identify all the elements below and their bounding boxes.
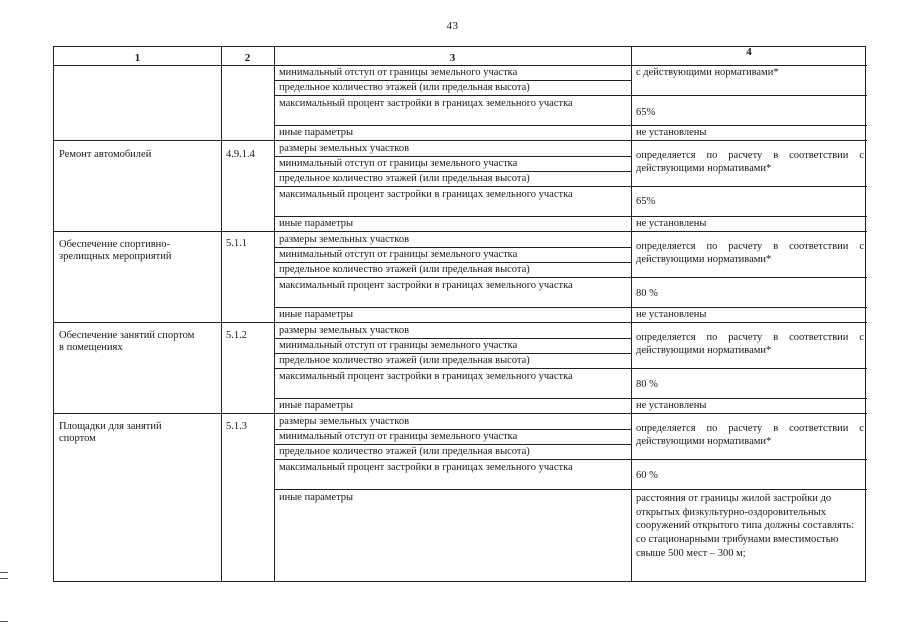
use-code: 5.1.1 — [226, 238, 247, 249]
row-divider — [274, 353, 631, 354]
group-divider — [54, 140, 867, 141]
param-max-coverage: максимальный процент застройки в границах земельного участка — [279, 462, 573, 473]
row-divider — [274, 80, 631, 81]
param-min-setback: минимальный отступ от границы земельного участка — [279, 340, 518, 351]
param-max-coverage: максимальный процент застройки в границах земельного участка — [279, 280, 573, 291]
param-max-floors: предельное количество этажей (или предельная высота) — [279, 82, 530, 93]
param-plot-sizes: размеры земельных участков — [279, 416, 410, 427]
param-min-setback: минимальный отступ от границы земельного участка — [279, 67, 518, 78]
zoning-table — [53, 46, 866, 582]
param-min-setback: минимальный отступ от границы земельного участка — [279, 249, 518, 260]
param-max-floors: предельное количество этажей (или предельная высота) — [279, 173, 530, 184]
group-divider — [54, 231, 867, 232]
row-divider — [274, 429, 631, 430]
param-value: 65% — [636, 196, 656, 207]
param-other: иные параметры — [279, 127, 354, 138]
row-divider — [274, 125, 867, 126]
param-value: определяется по расчету в соответствии с действующими нормативами* — [636, 423, 864, 447]
col-divider — [221, 47, 222, 581]
use-name: Ремонт автомобилей — [59, 149, 152, 160]
param-max-floors: предельное количество этажей (или предельная высота) — [279, 264, 530, 275]
use-name: Обеспечение занятий спортом в помещениях — [59, 330, 195, 353]
param-max-coverage: максимальный процент застройки в границах земельного участка — [279, 98, 573, 109]
param-value: 60 % — [636, 470, 658, 481]
header-col-3: 3 — [449, 52, 456, 64]
use-code: 5.1.3 — [226, 421, 247, 432]
row-divider — [274, 277, 867, 278]
param-value: определяется по расчету в соответствии с действующими нормативами* — [636, 241, 864, 265]
row-divider — [274, 444, 631, 445]
row-divider — [274, 398, 867, 399]
use-code: 5.1.2 — [226, 330, 247, 341]
row-divider — [274, 216, 867, 217]
param-value: не установлены — [636, 218, 707, 229]
group-divider — [54, 413, 867, 414]
param-value: определяется по расчету в соответствии с действующими нормативами* — [636, 150, 864, 174]
page-number: 43 — [446, 20, 459, 32]
row-divider — [274, 171, 631, 172]
param-value: с действующими нормативами* — [636, 67, 779, 78]
param-other: иные параметры — [279, 309, 354, 320]
param-other: иные параметры — [279, 492, 354, 503]
param-value: расстояния от границы жилой застройки до открытых физкультурно-оздоровительных сооружений открытого типа должны составлять: со стационарными трибунами вместимостью свыше 500 мест – 300 м; — [636, 493, 855, 559]
param-min-setback: минимальный отступ от границы земельного участка — [279, 431, 518, 442]
param-plot-sizes: размеры земельных участков — [279, 143, 410, 154]
param-value: определяется по расчету в соответствии с действующими нормативами* — [636, 332, 864, 356]
group-divider — [54, 322, 867, 323]
col-divider — [274, 47, 275, 581]
param-value: 80 % — [636, 288, 658, 299]
param-max-floors: предельное количество этажей (или предельная высота) — [279, 355, 530, 366]
param-max-coverage: максимальный процент застройки в границах земельного участка — [279, 371, 573, 382]
header-col-1: 1 — [134, 52, 141, 64]
param-other: иные параметры — [279, 218, 354, 229]
header-col-4: 4 — [746, 46, 752, 58]
param-min-setback: минимальный отступ от границы земельного участка — [279, 158, 518, 169]
use-name: Площадки для занятий спортом — [59, 421, 162, 444]
param-value: 65% — [636, 107, 656, 118]
row-divider — [274, 262, 631, 263]
row-divider — [274, 156, 631, 157]
row-divider — [274, 489, 867, 490]
row-divider — [274, 368, 867, 369]
param-value: не установлены — [636, 127, 707, 138]
param-max-floors: предельное количество этажей (или предельная высота) — [279, 446, 530, 457]
param-plot-sizes: размеры земельных участков — [279, 325, 410, 336]
margin-mark — [0, 578, 8, 579]
row-divider — [274, 459, 867, 460]
header-col-2: 2 — [244, 52, 251, 64]
param-value: 80 % — [636, 379, 658, 390]
param-value: не установлены — [636, 400, 707, 411]
margin-mark — [0, 621, 8, 622]
header-divider — [54, 65, 867, 66]
row-divider — [274, 307, 867, 308]
use-name: Обеспечение спортивно-зрелищных мероприятий — [59, 239, 172, 262]
row-divider — [274, 186, 867, 187]
row-divider — [274, 338, 631, 339]
row-divider — [274, 95, 867, 96]
margin-mark — [0, 572, 8, 573]
param-other: иные параметры — [279, 400, 354, 411]
param-plot-sizes: размеры земельных участков — [279, 234, 410, 245]
col-divider — [631, 47, 632, 581]
row-divider — [274, 247, 631, 248]
use-code: 4.9.1.4 — [226, 149, 255, 160]
param-max-coverage: максимальный процент застройки в границах земельного участка — [279, 189, 573, 200]
param-value: не установлены — [636, 309, 707, 320]
